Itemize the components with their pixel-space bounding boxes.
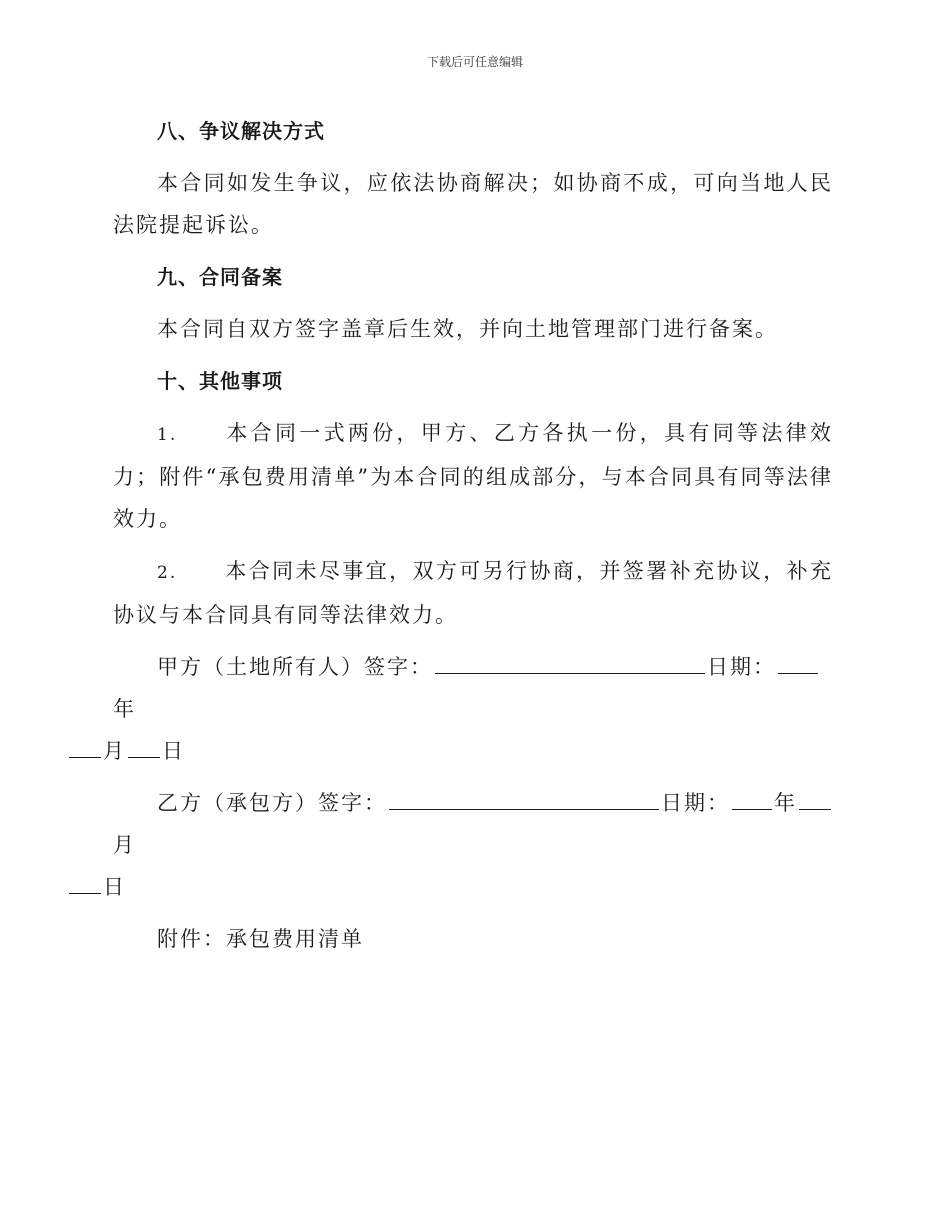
signature-b-year: 年	[774, 791, 797, 815]
signature-b-day-line[interactable]	[69, 869, 101, 894]
section-10-heading: 十、其他事项	[157, 369, 283, 393]
signature-a-day: 日	[162, 739, 185, 763]
signature-a-month-line[interactable]	[69, 733, 101, 758]
signature-b-year-line[interactable]	[732, 785, 772, 810]
section-9-heading: 九、合同备案	[157, 265, 283, 289]
signature-a-day-line[interactable]	[128, 733, 160, 758]
item-number: 2.	[157, 563, 178, 583]
attachment-line: 附件：承包费用清单	[157, 927, 364, 951]
signature-a-label: 甲方（土地所有人）签字：	[157, 655, 433, 679]
signature-b-label: 乙方（承包方）签字：	[157, 791, 387, 815]
signature-a-date-label: 日期：	[707, 655, 776, 679]
signature-party-a	[103, 646, 833, 772]
signature-a-year: 年	[113, 697, 136, 721]
item-number: 1.	[157, 425, 178, 445]
signature-b-date-label: 日期：	[661, 791, 730, 815]
signature-b-month-line[interactable]	[799, 785, 831, 810]
signature-a-month: 月	[103, 739, 126, 763]
signature-b-month: 月	[113, 833, 136, 857]
item-text: 本合同未尽事宜，双方可另行协商，并签署补充协议，补充协议与本合同具有同等法律效力。	[113, 559, 833, 627]
item-text: 本合同一式两份，甲方、乙方各执一份，具有同等法律效力；附件“承包费用清单”为本合同的组成部分，与本合同具有同等法律效力。	[113, 421, 833, 531]
section-8-text: 本合同如发生争议，应依法协商解决；如协商不成，可向当地人民法院提起诉讼。	[113, 171, 833, 237]
header-note: 下载后可任意编辑	[426, 55, 523, 69]
signature-a-year-line[interactable]	[778, 649, 818, 674]
section-10-item-1	[113, 412, 833, 540]
section-10-item-2	[113, 550, 833, 636]
signature-a-line[interactable]	[435, 649, 705, 674]
signature-b-day: 日	[103, 875, 126, 899]
document-body	[103, 110, 833, 970]
section-9-text: 本合同自双方签字盖章后生效，并向土地管理部门进行备案。	[157, 317, 778, 341]
signature-b-line[interactable]	[389, 785, 659, 810]
section-8-heading: 八、争议解决方式	[157, 119, 325, 143]
signature-party-b	[103, 782, 833, 908]
